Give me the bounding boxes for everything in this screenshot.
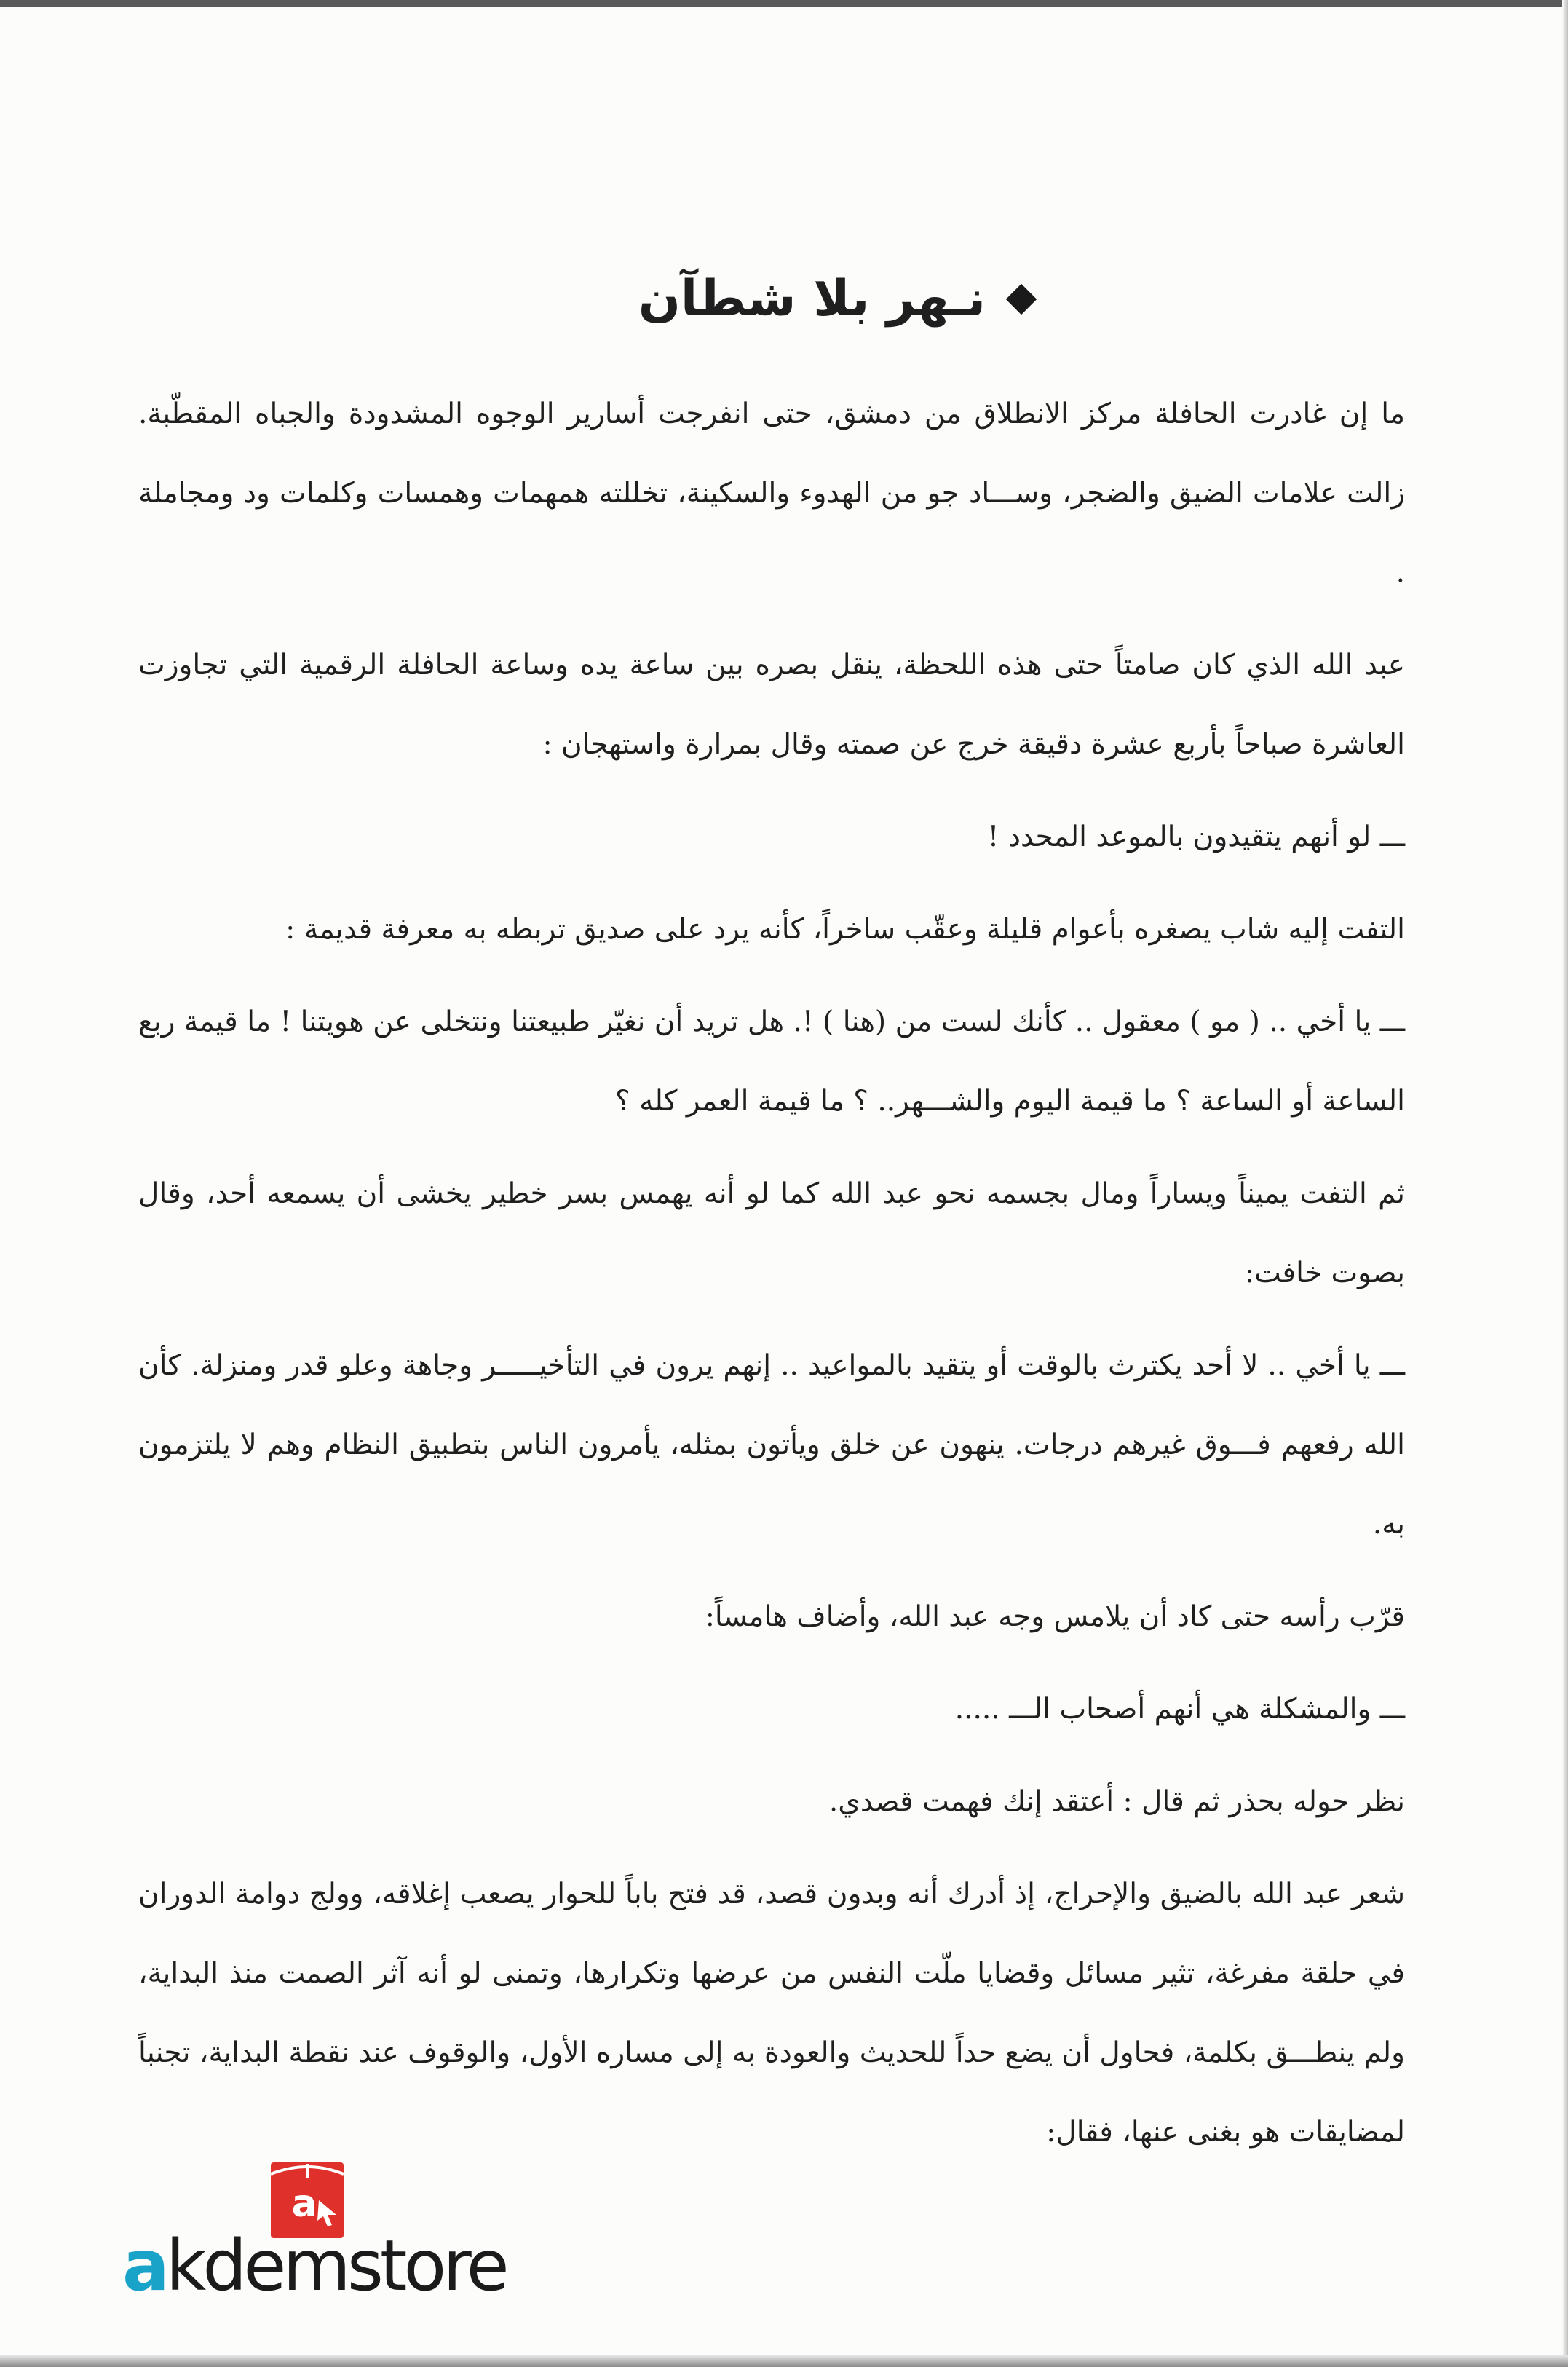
dialogue-line-4: ـــ والمشكلة هي أنهم أصحاب الـــ ..... <box>954 1692 1405 1726</box>
logo-wordmark <box>122 2225 506 2307</box>
dialogue-line-2: ـــ يا أخي .. ( مو ) معقول .. كأنك لست من (هنا ) !. هل تريد أن نغيّر طبيعتنا ونتخلى عن هويتنا ! ما قيمة ربع الساعة أو الساعة ؟ ما قيمة اليوم والشـــهر.. ؟ ما قيمة العمر كله ؟ <box>138 1005 1405 1118</box>
logo-accent-letter: a <box>122 2225 166 2307</box>
dialogue-line-1: ـــ لو أنهم يتقيدون بالموعد المحدد ! <box>987 820 1405 853</box>
scan-right-edge <box>1562 0 1568 2367</box>
paragraph-1: ما إن غادرت الحافلة مركز الانطلاق من دمشق، حتى انفرجت أسارير الوجوه المشدودة والجباه المقطّبة. زالت علامات الضيق والضجر، وســـاد جو من الهدوء والسكينة، تخللته همهمات وهمسات وكلمات ود ومجاملة . <box>138 397 1405 589</box>
chapter-title: نـهر بلا شطآن <box>638 270 986 328</box>
diamond-bullet-icon <box>1006 284 1037 315</box>
paragraph-4: ثم التفت يميناً ويساراً ومال بجسمه نحو عبد الله كما لو أنه يهمس بسر خطير يخشى أن يسمعه أحد، وقال بصوت خافت: <box>138 1177 1405 1289</box>
logo-word-rest: kdemstore <box>165 2225 506 2307</box>
paragraph-3: التفت إليه شاب يصغره بأعوام قليلة وعقّب ساخراً، كأنه يرد على صديق تربطه به معرفة قديمة : <box>285 912 1405 946</box>
paragraph-7: شعر عبد الله بالضيق والإحراج، إذ أدرك أنه وبدون قصد، قد فتح باباً للحوار يصعب إغلاقه، وولج دوامة الدوران في حلقة مفرغة، تثير مسائل وقضايا ملّت النفس من عرضها وتكرارها، وتمنى لو أنه آثر الصمت منذ البداية، ولم ينطـــق بكلمة، فحاول أن يضع حداً للحديث والعودة به إلى مساره الأول، والوقوف عند نقطة البداية، تجنباً لمضايقات هو بغنى عنها، فقال: <box>138 1877 1405 2149</box>
scan-bottom-border <box>0 2355 1568 2367</box>
scan-top-border <box>0 0 1568 7</box>
chapter-heading <box>138 269 1405 329</box>
akdemstore-logo <box>122 2155 506 2307</box>
paragraph-5: قرّب رأسه حتى كاد أن يلامس وجه عبد الله، وأضاف هامساً: <box>705 1600 1405 1633</box>
dialogue-line-3: ـــ يا أخي .. لا أحد يكترث بالوقت أو يتقيد بالمواعيد .. إنهم يرون في التأخيـــــر وجاهة وعلو قدر ومنزلة. كأن الله رفعهم فـــوق غيرهم درجات. ينهون عن خلق ويأتون بمثله، يأمرون الناس بتطبيق النظام وهم لا يلتزمون به. <box>138 1348 1405 1541</box>
paragraph-6: نظر حوله بحذر ثم قال : أعتقد إنك فهمت قصدي. <box>828 1785 1405 1818</box>
book-page-body <box>138 269 1405 2185</box>
paragraph-2: عبد الله الذي كان صامتاً حتى هذه اللحظة، ينقل بصره بين ساعة يده وساعة الحافلة الرقمية التي تجاوزت العاشرة صباحاً بأربع عشرة دقيقة خرج عن صمته وقال بمرارة واستهجان : <box>138 648 1405 761</box>
logo-badge-letter: a <box>291 2182 317 2226</box>
